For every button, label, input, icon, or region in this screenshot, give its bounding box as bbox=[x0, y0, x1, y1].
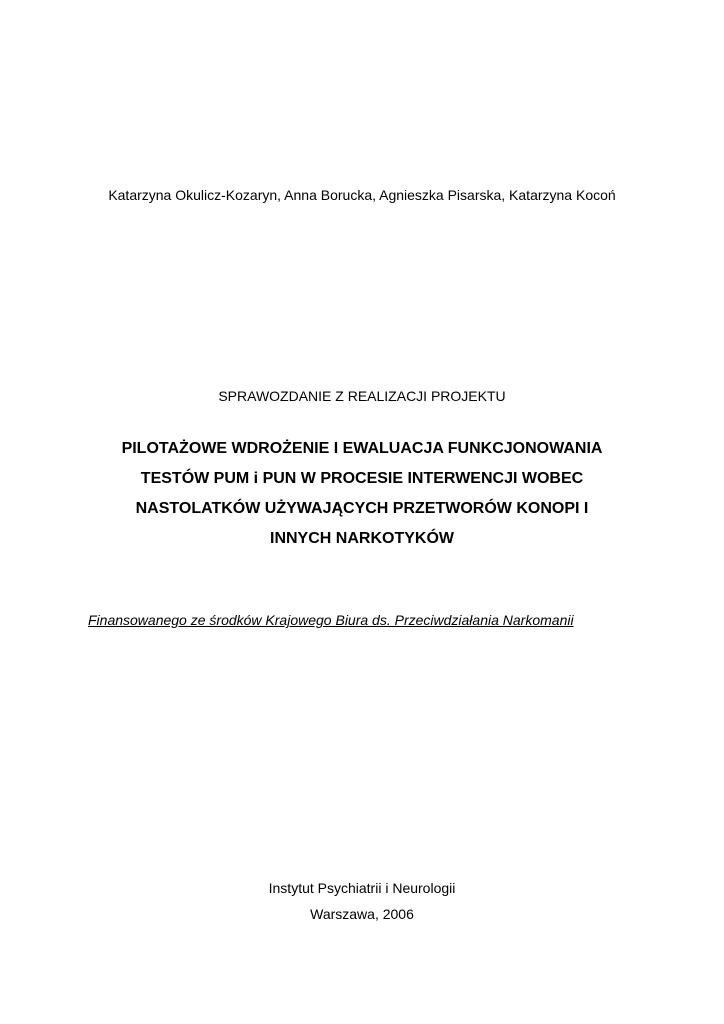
document-title bbox=[60, 434, 664, 554]
title-line-1: PILOTAŻOWE WDROŻENIE I EWALUACJA FUNKCJONOWANIA bbox=[121, 440, 603, 457]
title-line-2: TESTÓW PUM i PUN W PROCESIE INTERWENCJI WOBEC bbox=[140, 470, 584, 487]
report-label: SPRAWOZDANIE Z REALIZACJI PROJEKTU bbox=[218, 388, 506, 404]
title-line-4: INNYCH NARKOTYKÓW bbox=[270, 530, 454, 547]
authors-line: Katarzyna Okulicz-Kozaryn, Anna Borucka, Agnieszka Pisarska, Katarzyna Kocoń bbox=[108, 187, 616, 203]
title-line-3: NASTOLATKÓW UŻYWAJĄCYCH PRZETWORÓW KONOPI I bbox=[135, 500, 589, 517]
place-and-year: Warszawa, 2006 bbox=[310, 906, 414, 922]
funding-note: Finansowanego ze środków Krajowego Biura ds. Przeciwdziałania Narkomanii bbox=[88, 612, 574, 628]
institute-name: Instytut Psychiatrii i Neurologii bbox=[268, 880, 456, 896]
